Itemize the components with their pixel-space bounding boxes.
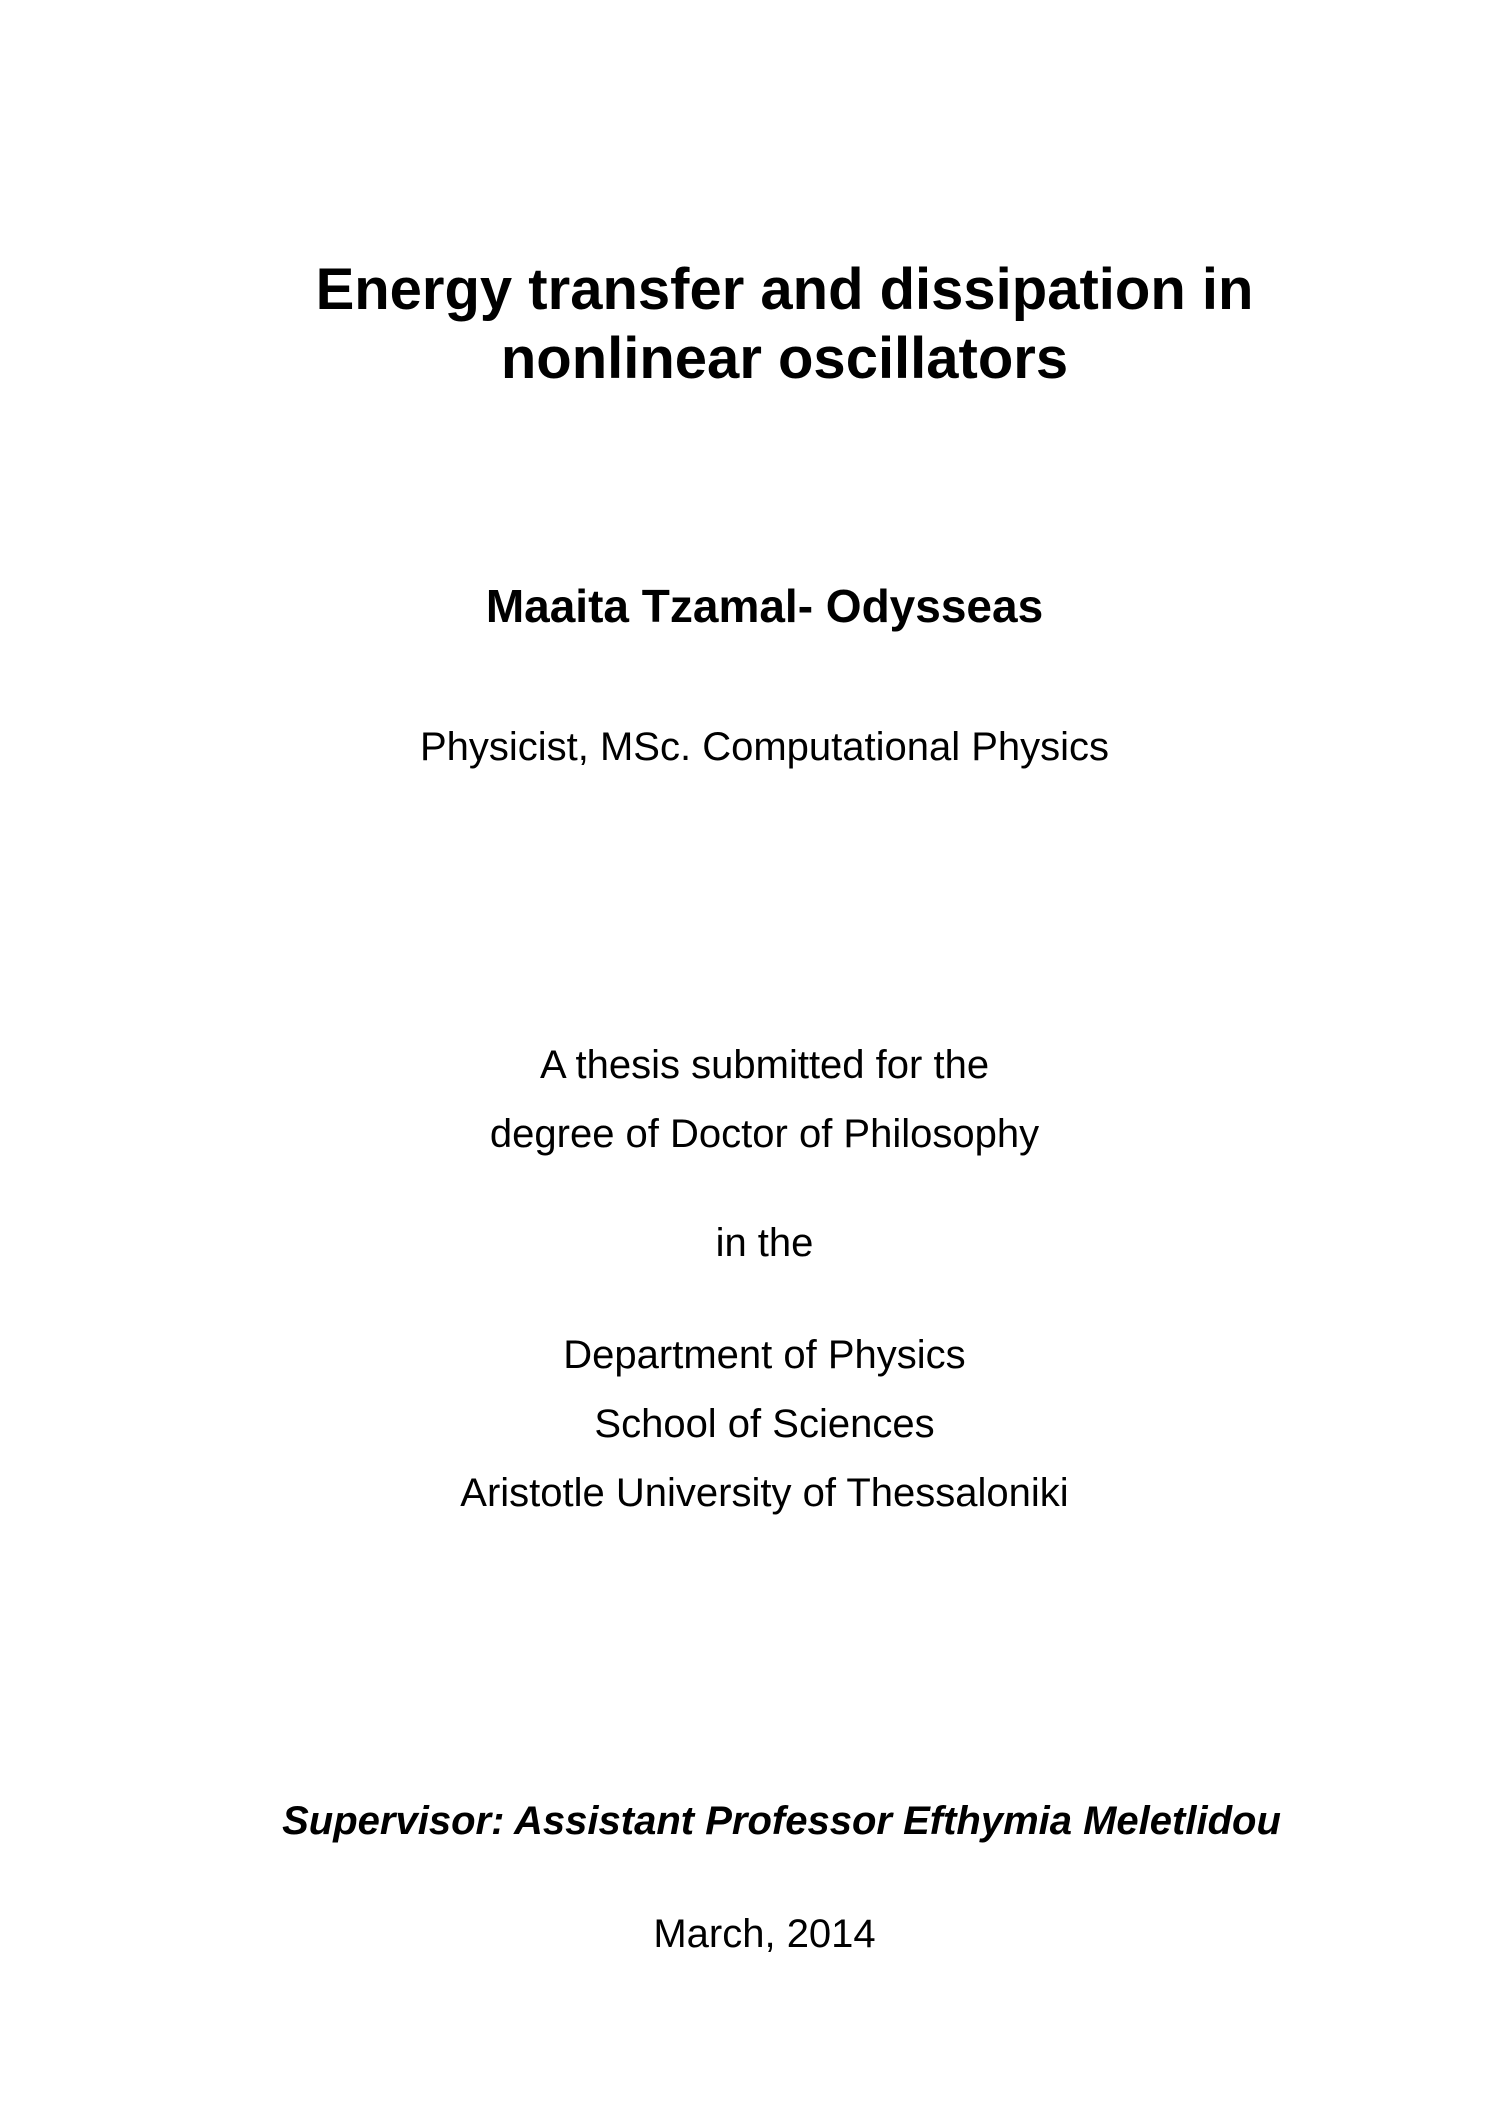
school-name: School of Sciences [594, 1402, 935, 1446]
department-name: Department of Physics [563, 1333, 966, 1377]
thesis-title-line-2: nonlinear oscillators [500, 326, 1069, 391]
supervisor-line: Supervisor: Assistant Professor Efthymia Meletlidou [282, 1799, 1281, 1843]
submission-date: March, 2014 [653, 1912, 876, 1956]
thesis-title-line-1: Energy transfer and dissipation in [315, 257, 1254, 322]
author-credentials: Physicist, MSc. Computational Physics [419, 725, 1110, 769]
submission-statement-line-2: degree of Doctor of Philosophy [489, 1112, 1040, 1156]
submission-in-the: in the [715, 1221, 814, 1265]
author-name: Maaita Tzamal- Odysseas [485, 580, 1044, 632]
submission-statement-line-1: A thesis submitted for the [539, 1043, 990, 1087]
university-name: Aristotle University of Thessaloniki [460, 1471, 1069, 1515]
